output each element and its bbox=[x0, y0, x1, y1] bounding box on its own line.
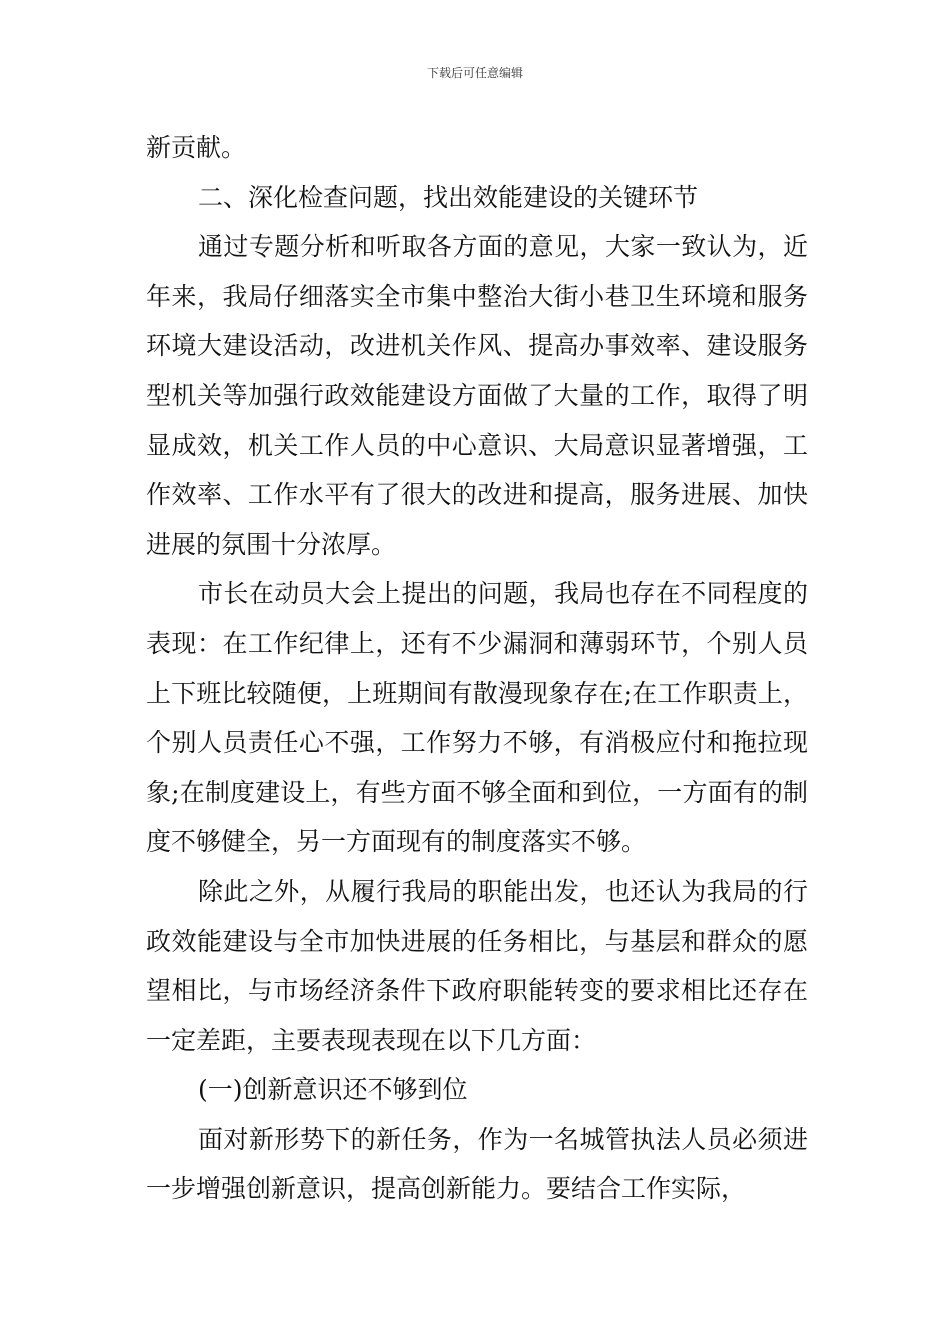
section-heading: 二、深化检查问题，找出效能建设的关键环节 bbox=[198, 182, 699, 212]
document-body bbox=[146, 123, 808, 1214]
paragraph: 新贡献。 bbox=[146, 133, 247, 162]
paragraph: 面对新形势下的新任务，作为一名城管执法人员必须进一步增强创新意识，提高创新能力。要结合工作实际， bbox=[146, 1124, 808, 1204]
paragraph: 市长在动员大会上提出的问题，我局也存在不同程度的表现：在工作纪律上，还有不少漏洞和薄弱环节，个别人员上下班比较随便，上班期间有散漫现象存在;在工作职责上，个别人员责任心不强，工作努力不够，有消极应付和拖拉现象;在制度建设上，有些方面不够全面和到位，一方面有的制度不够健全，另一方面现有的制度落实不够。 bbox=[146, 579, 808, 857]
header-note: 下载后可任意编辑 bbox=[426, 66, 523, 80]
paragraph: 除此之外，从履行我局的职能出发，也还认为我局的行政效能建设与全市加快进展的任务相比，与基层和群众的愿望相比，与市场经济条件下政府职能转变的要求相比还存在一定差距，主要表现表现在以下几方面： bbox=[146, 876, 808, 1055]
subsection-heading: (一)创新意识还不够到位 bbox=[198, 1075, 468, 1105]
paragraph: 通过专题分析和听取各方面的意见，大家一致认为，近年来，我局仔细落实全市集中整治大街小巷卫生环境和服务环境大建设活动，改进机关作风、提高办事效率、建设服务型机关等加强行政效能建设方面做了大量的工作，取得了明显成效，机关工作人员的中心意识、大局意识显著增强，工作效率、工作水平有了很大的改进和提高，服务进展、加快进展的氛围十分浓厚。 bbox=[146, 232, 808, 559]
